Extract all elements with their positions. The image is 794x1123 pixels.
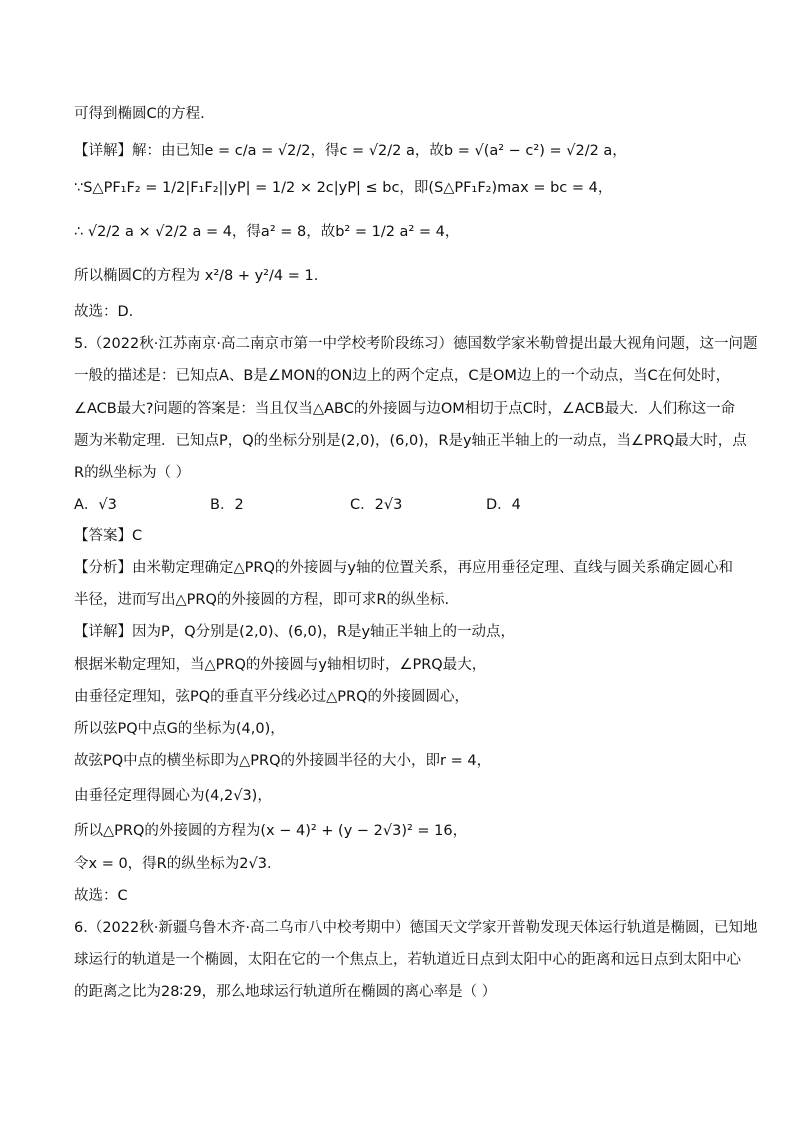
question-5-line: 一般的描述是：已知点A、B是∠MON的ON边上的两个定点，C是OM边上的一个动点，当C在何处时， <box>74 368 731 384</box>
question-6-line: 球运行的轨道是一个椭圆，太阳在它的一个焦点上，若轨道近日点到太阳中心的距离和远日点到太阳中心 <box>74 952 741 968</box>
answer-label: 【答案】C <box>74 528 143 544</box>
detail-line: 所以△PRQ的外接圆的方程为(x − 4)² + (y − 2√3)² = 16， <box>74 823 468 839</box>
option-b: B．2 <box>210 497 244 513</box>
text-line: 所以椭圆C的方程为 x²/8 + y²/4 = 1. <box>74 268 319 284</box>
analysis-line: 【分析】由米勒定理确定△PRQ的外接圆与y轴的位置关系，再应用垂径定理、直线与圆关系确定圆心和 <box>74 560 733 576</box>
answer-options <box>74 495 734 515</box>
detail-line: 根据米勒定理知，当△PRQ的外接圆与y轴相切时，∠PRQ最大， <box>74 657 487 673</box>
question-6-line: 6.（2022秋·新疆乌鲁木齐·高二乌市八中校考期中）德国天文学家开普勒发现天体运行轨道是椭圆，已知地 <box>74 920 758 936</box>
detail-line: 故弦PQ中点的横坐标即为△PRQ的外接圆半径的大小，即r = 4， <box>74 753 492 769</box>
text-line: ∵S△PF₁F₂ = 1/2|F₁F₂||yP| = 1/2 × 2c|yP| ≤ bc，即(S△PF₁F₂)max = bc = 4， <box>74 180 613 196</box>
option-c: C．2√3 <box>350 497 403 513</box>
detail-line: 故选：C <box>74 888 128 904</box>
detail-line: 【详解】因为P，Q分别是(2,0)、(6,0)，R是y轴正半轴上的一动点， <box>74 624 516 640</box>
detail-line: 由垂径定理知，弦PQ的垂直平分线必过△PRQ的外接圆圆心， <box>74 689 470 705</box>
detail-line: 令x = 0，得R的纵坐标为2√3. <box>74 856 272 872</box>
detail-line: 由垂径定理得圆心为(4,2√3)， <box>74 788 272 804</box>
detail-line: 所以弦PQ中点G的坐标为(4,0)， <box>74 721 285 737</box>
question-5-line: 题为米勒定理．已知点P，Q的坐标分别是(2,0)，(6,0)，R是y轴正半轴上的一动点，当∠PRQ最大时，点 <box>74 433 747 449</box>
analysis-line: 半径，进而写出△PRQ的外接圆的方程，即可求R的纵坐标. <box>74 592 450 608</box>
question-6-line: 的距离之比为28∶29，那么地球运行轨道所在椭圆的离心率是（ ） <box>74 984 497 1000</box>
option-a: A．√3 <box>74 497 117 513</box>
text-line: 可得到椭圆C的方程. <box>74 106 205 122</box>
question-5-line: R的纵坐标为（ ） <box>74 465 191 481</box>
question-5-line: ∠ACB最大?问题的答案是：当且仅当△ABC的外接圆与边OM相切于点C时，∠ACB最大．人们称这一命 <box>74 401 736 417</box>
text-line: 【详解】解：由已知e = c/a = √2/2，得c = √2/2 a，故b = √(a² − c²) = √2/2 a， <box>74 143 627 159</box>
text-line: 故选：D. <box>74 304 134 320</box>
text-line: ∴ √2/2 a × √2/2 a = 4，得a² = 8，故b² = 1/2 a² = 4， <box>74 224 460 240</box>
option-d: D．4 <box>486 497 521 513</box>
question-5-line: 5.（2022秋·江苏南京·高二南京市第一中学校考阶段练习）德国数学家米勒曾提出最大视角问题，这一问题 <box>74 336 758 352</box>
